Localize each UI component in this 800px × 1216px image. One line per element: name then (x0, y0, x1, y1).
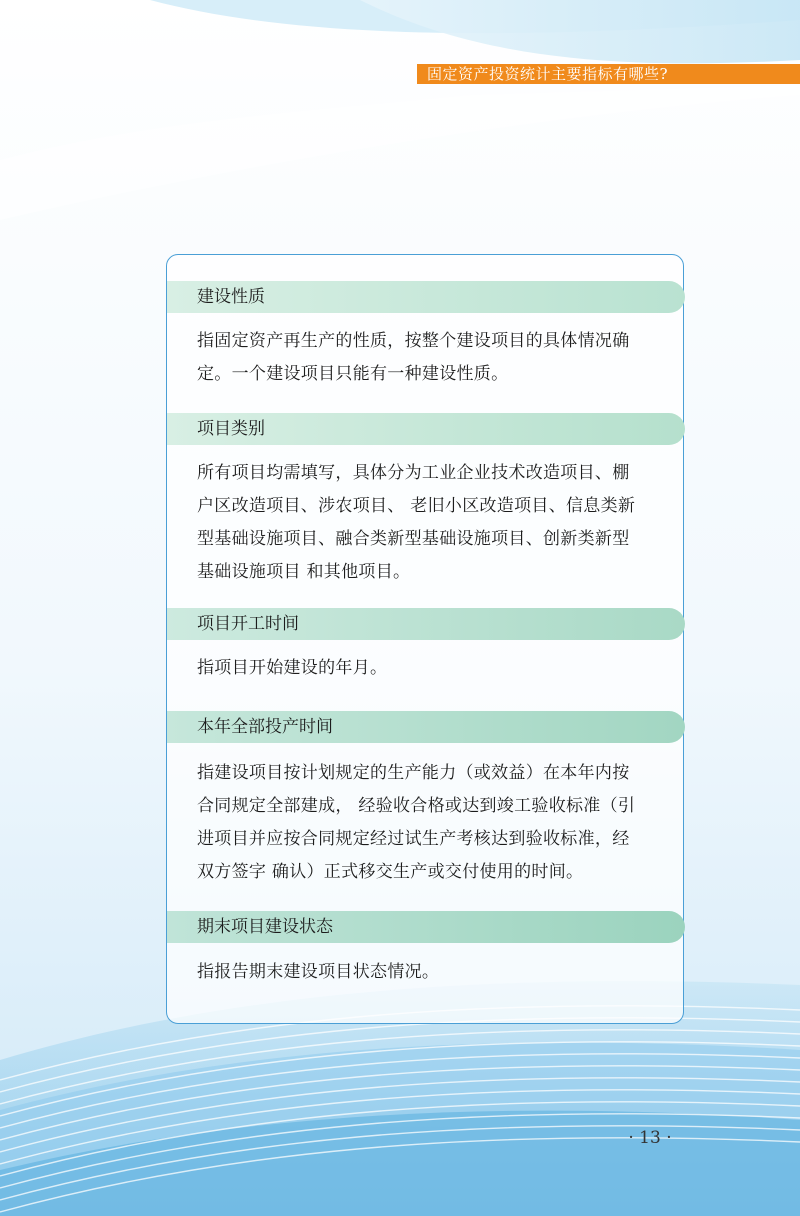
body-line: 所有项目均需填写，具体分为工业企业技术改造项目、棚 (197, 463, 630, 483)
body-line: 型基础设施项目、融合类新型基础设施项目、创新类新型 (197, 529, 630, 549)
body-line: 指建设项目按计划规定的生产能力（或效益）在本年内按 (197, 763, 630, 783)
section-heading-text: 建设性质 (197, 287, 265, 307)
section-heading-text: 期末项目建设状态 (197, 917, 333, 937)
section-heading-text: 本年全部投产时间 (197, 717, 333, 737)
section-heading-text: 项目开工时间 (197, 614, 299, 634)
section-body (197, 457, 667, 589)
body-line: 合同规定全部建成， 经验收合格或达到竣工验收标准（引 (197, 796, 636, 816)
section-heading (167, 608, 685, 640)
body-line: 指报告期末建设项目状态情况。 (197, 962, 440, 982)
section-heading (167, 281, 685, 313)
section-heading (167, 711, 685, 743)
content-card (166, 254, 684, 1024)
body-line: 双方签字 确认）正式移交生产或交付使用的时间。 (197, 862, 584, 882)
body-line: 指固定资产再生产的性质，按整个建设项目的具体情况确 (197, 331, 630, 351)
body-line: 定。一个建设项目只能有一种建设性质。 (197, 364, 509, 384)
section-heading (167, 413, 685, 445)
section-body (197, 325, 667, 391)
section-body (197, 652, 667, 685)
body-line: 指项目开始建设的年月。 (197, 658, 388, 678)
page-number: · 13 · (628, 1128, 672, 1148)
body-line: 户区改造项目、涉农项目、 老旧小区改造项目、信息类新 (197, 496, 636, 516)
body-line: 进项目并应按合同规定经过试生产考核达到验收标准，经 (197, 829, 630, 849)
body-line: 基础设施项目 和其他项目。 (197, 562, 411, 582)
header-bar (417, 64, 800, 84)
section-body (197, 956, 667, 989)
page-title: 固定资产投资统计主要指标有哪些? (427, 65, 669, 83)
section-heading (167, 911, 685, 943)
section-body (197, 757, 667, 889)
section-heading-text: 项目类别 (197, 419, 265, 439)
